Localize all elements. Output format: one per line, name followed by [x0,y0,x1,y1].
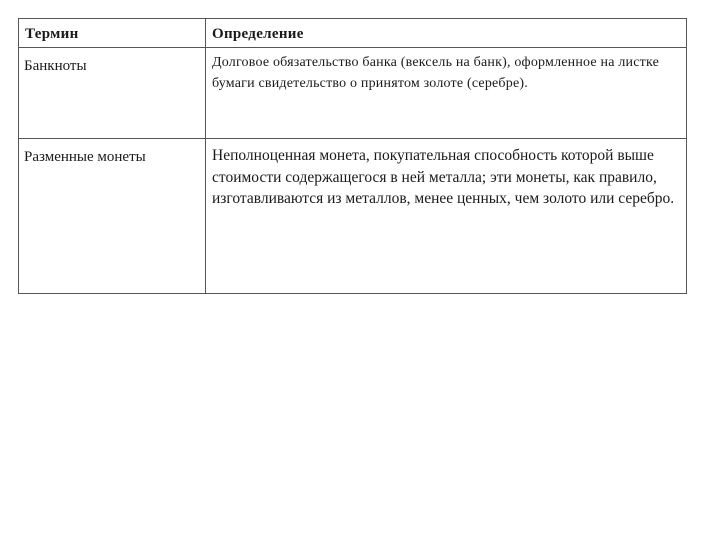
definition-text: Долговое обязательство банка (вексель на банк), оформленное на листке бумаги свидетельство о принятом золоте (серебре). [212,55,660,91]
term-text: Разменные монеты [24,149,146,165]
definition-cell [206,139,687,294]
term-cell [19,139,206,294]
header-term-label: Термин [25,26,79,42]
definition-cell [206,48,687,139]
term-text: Банкноты [24,58,87,74]
term-cell [19,48,206,139]
table-row [19,139,687,294]
header-term [19,19,206,48]
header-definition [206,19,687,48]
table-row [19,48,687,139]
table-header-row [19,19,687,48]
definition-text: Неполноценная монета, покупательная способность которой выше стоимости содержащегося в ней металла; эти монеты, как правило, изготавливаются из металлов, менее ценных, чем золото или серебро. [212,147,675,207]
header-definition-label: Определение [212,26,304,42]
terms-table [18,18,687,294]
